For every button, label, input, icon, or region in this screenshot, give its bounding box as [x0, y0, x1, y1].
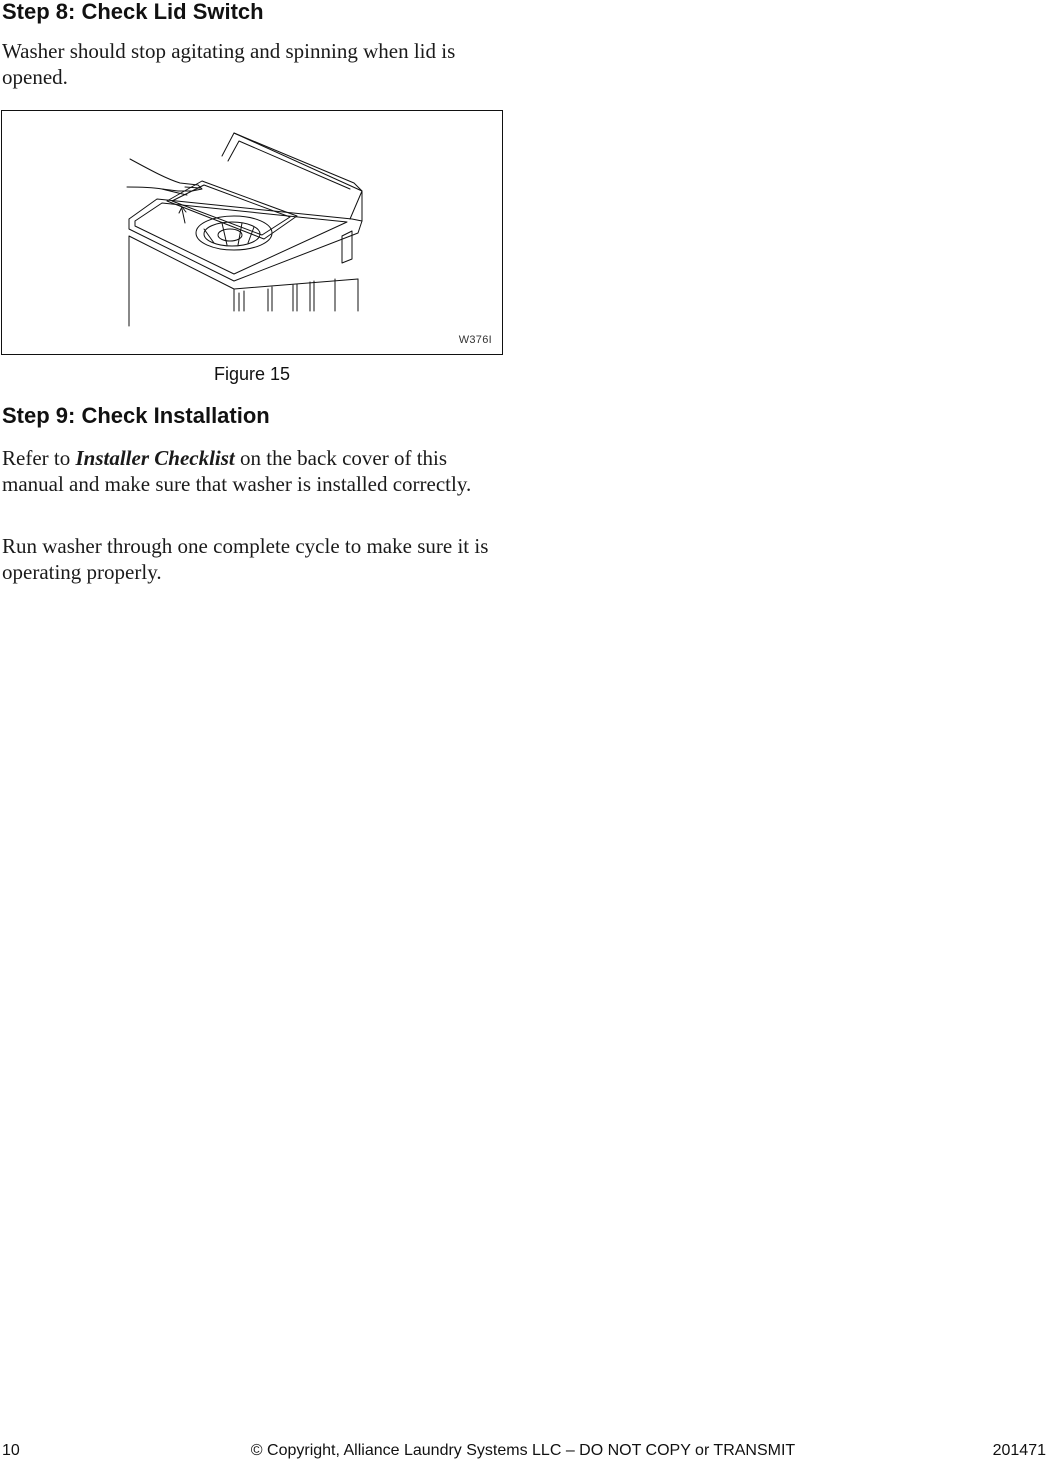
step9-heading: Step 9: Check Installation: [2, 403, 270, 428]
copyright-notice: © Copyright, Alliance Laundry Systems LLC – DO NOT COPY or TRANSMIT: [250, 1442, 796, 1459]
page-number: 10: [2, 1442, 20, 1459]
step9-paragraph-1: [2, 445, 502, 497]
step8-body: Washer should stop agitating and spinning when lid is opened.: [2, 39, 456, 89]
washer-lid-illustration: [2, 111, 502, 354]
figure-code: W376I: [458, 334, 492, 346]
document-number: 201471: [992, 1442, 1046, 1459]
step8-heading: Step 8: Check Lid Switch: [2, 0, 264, 24]
step9-paragraph-2: Run washer through one complete cycle to make sure it is operating properly.: [2, 534, 489, 584]
step9-paragraph-1-tail: on the back cover of this manual and make sure that washer is installed correctly.: [2, 446, 472, 496]
installer-checklist-reference: Installer Checklist: [75, 446, 235, 470]
step9-paragraph-1-lead: Refer to: [2, 446, 76, 470]
figure-15-frame: [1, 110, 503, 355]
figure-caption: Figure 15: [213, 364, 291, 384]
